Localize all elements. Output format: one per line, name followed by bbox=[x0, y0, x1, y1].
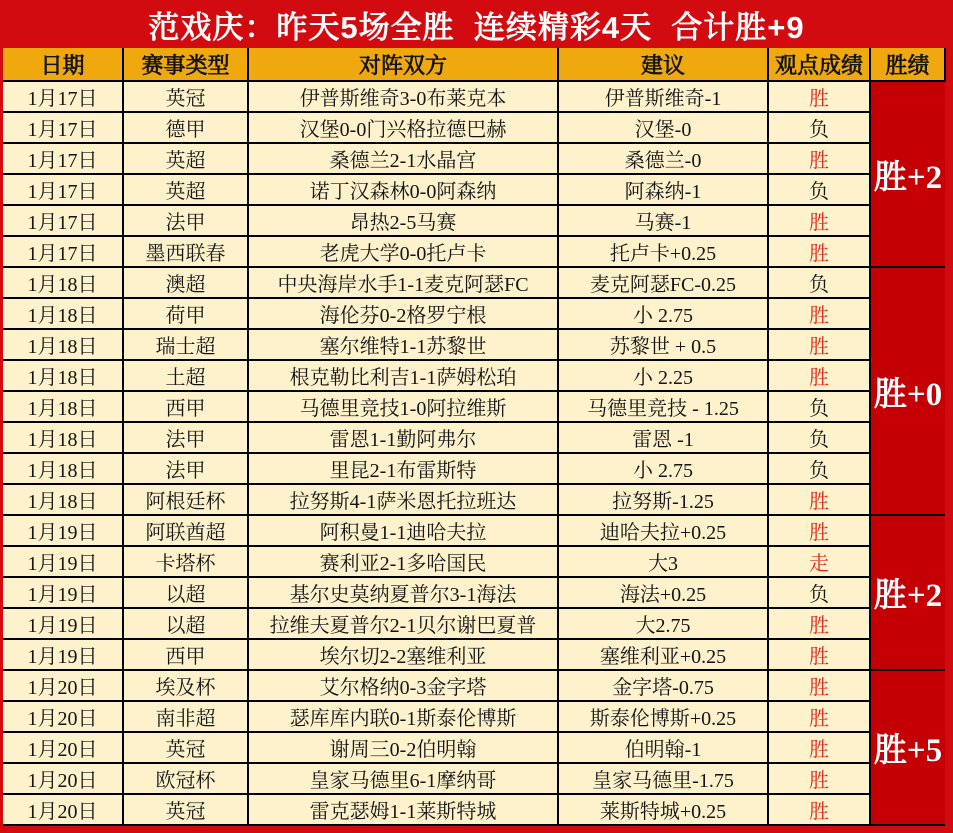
record-cell: 胜+2 bbox=[870, 81, 945, 267]
date-cell: 1月18日 bbox=[3, 422, 123, 453]
col-header-record: 胜绩 bbox=[870, 48, 945, 81]
col-header-match: 对阵双方 bbox=[248, 48, 558, 81]
header-row bbox=[3, 48, 945, 81]
league-cell: 以超 bbox=[123, 608, 248, 639]
tip-cell: 斯泰伦博斯+0.25 bbox=[558, 701, 768, 732]
match-cell: 赛利亚2-1多哈国民 bbox=[248, 546, 558, 577]
date-cell: 1月17日 bbox=[3, 236, 123, 267]
date-cell: 1月17日 bbox=[3, 174, 123, 205]
table-row bbox=[3, 484, 945, 515]
match-cell: 马德里竞技1-0阿拉维斯 bbox=[248, 391, 558, 422]
result-cell: 负 bbox=[768, 391, 870, 422]
tip-cell: 汉堡-0 bbox=[558, 112, 768, 143]
tip-cell: 伯明翰-1 bbox=[558, 732, 768, 763]
result-cell: 负 bbox=[768, 267, 870, 298]
table-row bbox=[3, 298, 945, 329]
tip-cell: 托卢卡+0.25 bbox=[558, 236, 768, 267]
table-row bbox=[3, 639, 945, 670]
result-cell: 胜 bbox=[768, 794, 870, 825]
table-row bbox=[3, 515, 945, 546]
table-row bbox=[3, 670, 945, 701]
match-cell: 海伦芬0-2格罗宁根 bbox=[248, 298, 558, 329]
table-body bbox=[3, 81, 945, 825]
result-cell: 负 bbox=[768, 174, 870, 205]
match-cell: 塞尔维特1-1苏黎世 bbox=[248, 329, 558, 360]
result-cell: 负 bbox=[768, 112, 870, 143]
result-cell: 胜 bbox=[768, 329, 870, 360]
league-cell: 墨西联春 bbox=[123, 236, 248, 267]
result-cell: 胜 bbox=[768, 639, 870, 670]
match-cell: 皇家马德里6-1摩纳哥 bbox=[248, 763, 558, 794]
result-cell: 胜 bbox=[768, 360, 870, 391]
tip-cell: 大3 bbox=[558, 546, 768, 577]
date-cell: 1月19日 bbox=[3, 577, 123, 608]
date-cell: 1月19日 bbox=[3, 546, 123, 577]
record-cell: 胜+5 bbox=[870, 670, 945, 825]
tip-cell: 伊普斯维奇-1 bbox=[558, 81, 768, 112]
league-cell: 南非超 bbox=[123, 701, 248, 732]
result-cell: 胜 bbox=[768, 515, 870, 546]
league-cell: 阿联酋超 bbox=[123, 515, 248, 546]
result-cell: 胜 bbox=[768, 670, 870, 701]
table-row bbox=[3, 701, 945, 732]
date-cell: 1月20日 bbox=[3, 794, 123, 825]
date-cell: 1月19日 bbox=[3, 639, 123, 670]
league-cell: 欧冠杯 bbox=[123, 763, 248, 794]
tip-cell: 海法+0.25 bbox=[558, 577, 768, 608]
table-row bbox=[3, 81, 945, 112]
date-cell: 1月18日 bbox=[3, 360, 123, 391]
match-cell: 艾尔格纳0-3金字塔 bbox=[248, 670, 558, 701]
league-cell: 以超 bbox=[123, 577, 248, 608]
league-cell: 埃及杯 bbox=[123, 670, 248, 701]
league-cell: 法甲 bbox=[123, 205, 248, 236]
date-cell: 1月20日 bbox=[3, 732, 123, 763]
league-cell: 德甲 bbox=[123, 112, 248, 143]
result-cell: 胜 bbox=[768, 81, 870, 112]
date-cell: 1月20日 bbox=[3, 763, 123, 794]
tip-cell: 皇家马德里-1.75 bbox=[558, 763, 768, 794]
result-cell: 胜 bbox=[768, 484, 870, 515]
table-row bbox=[3, 267, 945, 298]
result-cell: 胜 bbox=[768, 143, 870, 174]
banner-title: 范戏庆：昨天5场全胜 连续精彩4天 合计胜+9 bbox=[148, 9, 805, 45]
date-cell: 1月19日 bbox=[3, 608, 123, 639]
date-cell: 1月17日 bbox=[3, 205, 123, 236]
table-row bbox=[3, 453, 945, 484]
tip-cell: 大2.75 bbox=[558, 608, 768, 639]
match-cell: 中央海岸水手1-1麦克阿瑟FC bbox=[248, 267, 558, 298]
tip-cell: 阿森纳-1 bbox=[558, 174, 768, 205]
match-cell: 拉努斯4-1萨米恩托拉班达 bbox=[248, 484, 558, 515]
league-cell: 荷甲 bbox=[123, 298, 248, 329]
league-cell: 法甲 bbox=[123, 453, 248, 484]
table-row bbox=[3, 360, 945, 391]
league-cell: 卡塔杯 bbox=[123, 546, 248, 577]
date-cell: 1月18日 bbox=[3, 267, 123, 298]
date-cell: 1月18日 bbox=[3, 453, 123, 484]
table-row bbox=[3, 608, 945, 639]
match-cell: 基尔史莫纳夏普尔3-1海法 bbox=[248, 577, 558, 608]
table-row bbox=[3, 112, 945, 143]
match-cell: 雷恩1-1勤阿弗尔 bbox=[248, 422, 558, 453]
match-cell: 瑟库库内联0-1斯泰伦博斯 bbox=[248, 701, 558, 732]
table-row bbox=[3, 205, 945, 236]
date-cell: 1月18日 bbox=[3, 329, 123, 360]
result-cell: 胜 bbox=[768, 732, 870, 763]
col-header-tip: 建议 bbox=[558, 48, 768, 81]
date-cell: 1月20日 bbox=[3, 701, 123, 732]
tip-cell: 小 2.25 bbox=[558, 360, 768, 391]
match-cell: 根克勒比利吉1-1萨姆松珀 bbox=[248, 360, 558, 391]
record-cell: 胜+2 bbox=[870, 515, 945, 670]
results-table bbox=[3, 48, 946, 826]
result-cell: 负 bbox=[768, 453, 870, 484]
match-cell: 伊普斯维奇3-0布莱克本 bbox=[248, 81, 558, 112]
league-cell: 澳超 bbox=[123, 267, 248, 298]
league-cell: 英冠 bbox=[123, 81, 248, 112]
table-row bbox=[3, 763, 945, 794]
table-row bbox=[3, 329, 945, 360]
date-cell: 1月17日 bbox=[3, 81, 123, 112]
table-row bbox=[3, 732, 945, 763]
league-cell: 阿根廷杯 bbox=[123, 484, 248, 515]
tip-cell: 桑德兰-0 bbox=[558, 143, 768, 174]
table-row bbox=[3, 391, 945, 422]
tip-cell: 雷恩 -1 bbox=[558, 422, 768, 453]
results-table-wrap bbox=[0, 48, 953, 833]
result-cell: 胜 bbox=[768, 236, 870, 267]
result-cell: 负 bbox=[768, 422, 870, 453]
league-cell: 瑞士超 bbox=[123, 329, 248, 360]
tip-cell: 麦克阿瑟FC-0.25 bbox=[558, 267, 768, 298]
date-cell: 1月19日 bbox=[3, 515, 123, 546]
table-row bbox=[3, 143, 945, 174]
match-cell: 桑德兰2-1水晶宫 bbox=[248, 143, 558, 174]
match-cell: 诺丁汉森林0-0阿森纳 bbox=[248, 174, 558, 205]
date-cell: 1月18日 bbox=[3, 484, 123, 515]
result-cell: 胜 bbox=[768, 701, 870, 732]
table-row bbox=[3, 422, 945, 453]
match-cell: 谢周三0-2伯明翰 bbox=[248, 732, 558, 763]
league-cell: 英冠 bbox=[123, 794, 248, 825]
match-cell: 汉堡0-0门兴格拉德巴赫 bbox=[248, 112, 558, 143]
table-row bbox=[3, 577, 945, 608]
tip-cell: 迪哈夫拉+0.25 bbox=[558, 515, 768, 546]
table-row bbox=[3, 546, 945, 577]
col-header-date: 日期 bbox=[3, 48, 123, 81]
tip-cell: 小 2.75 bbox=[558, 453, 768, 484]
league-cell: 西甲 bbox=[123, 639, 248, 670]
league-cell: 土超 bbox=[123, 360, 248, 391]
tip-cell: 塞维利亚+0.25 bbox=[558, 639, 768, 670]
tip-cell: 马赛-1 bbox=[558, 205, 768, 236]
date-cell: 1月18日 bbox=[3, 298, 123, 329]
match-cell: 里昆2-1布雷斯特 bbox=[248, 453, 558, 484]
tip-cell: 金字塔-0.75 bbox=[558, 670, 768, 701]
table-row bbox=[3, 794, 945, 825]
match-cell: 老虎大学0-0托卢卡 bbox=[248, 236, 558, 267]
league-cell: 英超 bbox=[123, 174, 248, 205]
date-cell: 1月17日 bbox=[3, 143, 123, 174]
date-cell: 1月18日 bbox=[3, 391, 123, 422]
date-cell: 1月17日 bbox=[3, 112, 123, 143]
league-cell: 法甲 bbox=[123, 422, 248, 453]
league-cell: 西甲 bbox=[123, 391, 248, 422]
date-cell: 1月20日 bbox=[3, 670, 123, 701]
match-cell: 雷克瑟姆1-1莱斯特城 bbox=[248, 794, 558, 825]
table-row bbox=[3, 236, 945, 267]
table-row bbox=[3, 174, 945, 205]
result-cell: 胜 bbox=[768, 608, 870, 639]
match-cell: 昂热2-5马赛 bbox=[248, 205, 558, 236]
tip-cell: 苏黎世 + 0.5 bbox=[558, 329, 768, 360]
tip-cell: 拉努斯-1.25 bbox=[558, 484, 768, 515]
league-cell: 英超 bbox=[123, 143, 248, 174]
match-cell: 埃尔切2-2塞维利亚 bbox=[248, 639, 558, 670]
col-header-result: 观点成绩 bbox=[768, 48, 870, 81]
result-cell: 负 bbox=[768, 577, 870, 608]
result-cell: 胜 bbox=[768, 763, 870, 794]
match-cell: 阿积曼1-1迪哈夫拉 bbox=[248, 515, 558, 546]
result-cell: 胜 bbox=[768, 298, 870, 329]
tip-cell: 小 2.75 bbox=[558, 298, 768, 329]
record-cell: 胜+0 bbox=[870, 267, 945, 515]
match-cell: 拉维夫夏普尔2-1贝尔谢巴夏普 bbox=[248, 608, 558, 639]
tip-cell: 马德里竞技 - 1.25 bbox=[558, 391, 768, 422]
result-cell: 走 bbox=[768, 546, 870, 577]
result-cell: 胜 bbox=[768, 205, 870, 236]
league-cell: 英冠 bbox=[123, 732, 248, 763]
tip-cell: 莱斯特城+0.25 bbox=[558, 794, 768, 825]
col-header-league: 赛事类型 bbox=[123, 48, 248, 81]
